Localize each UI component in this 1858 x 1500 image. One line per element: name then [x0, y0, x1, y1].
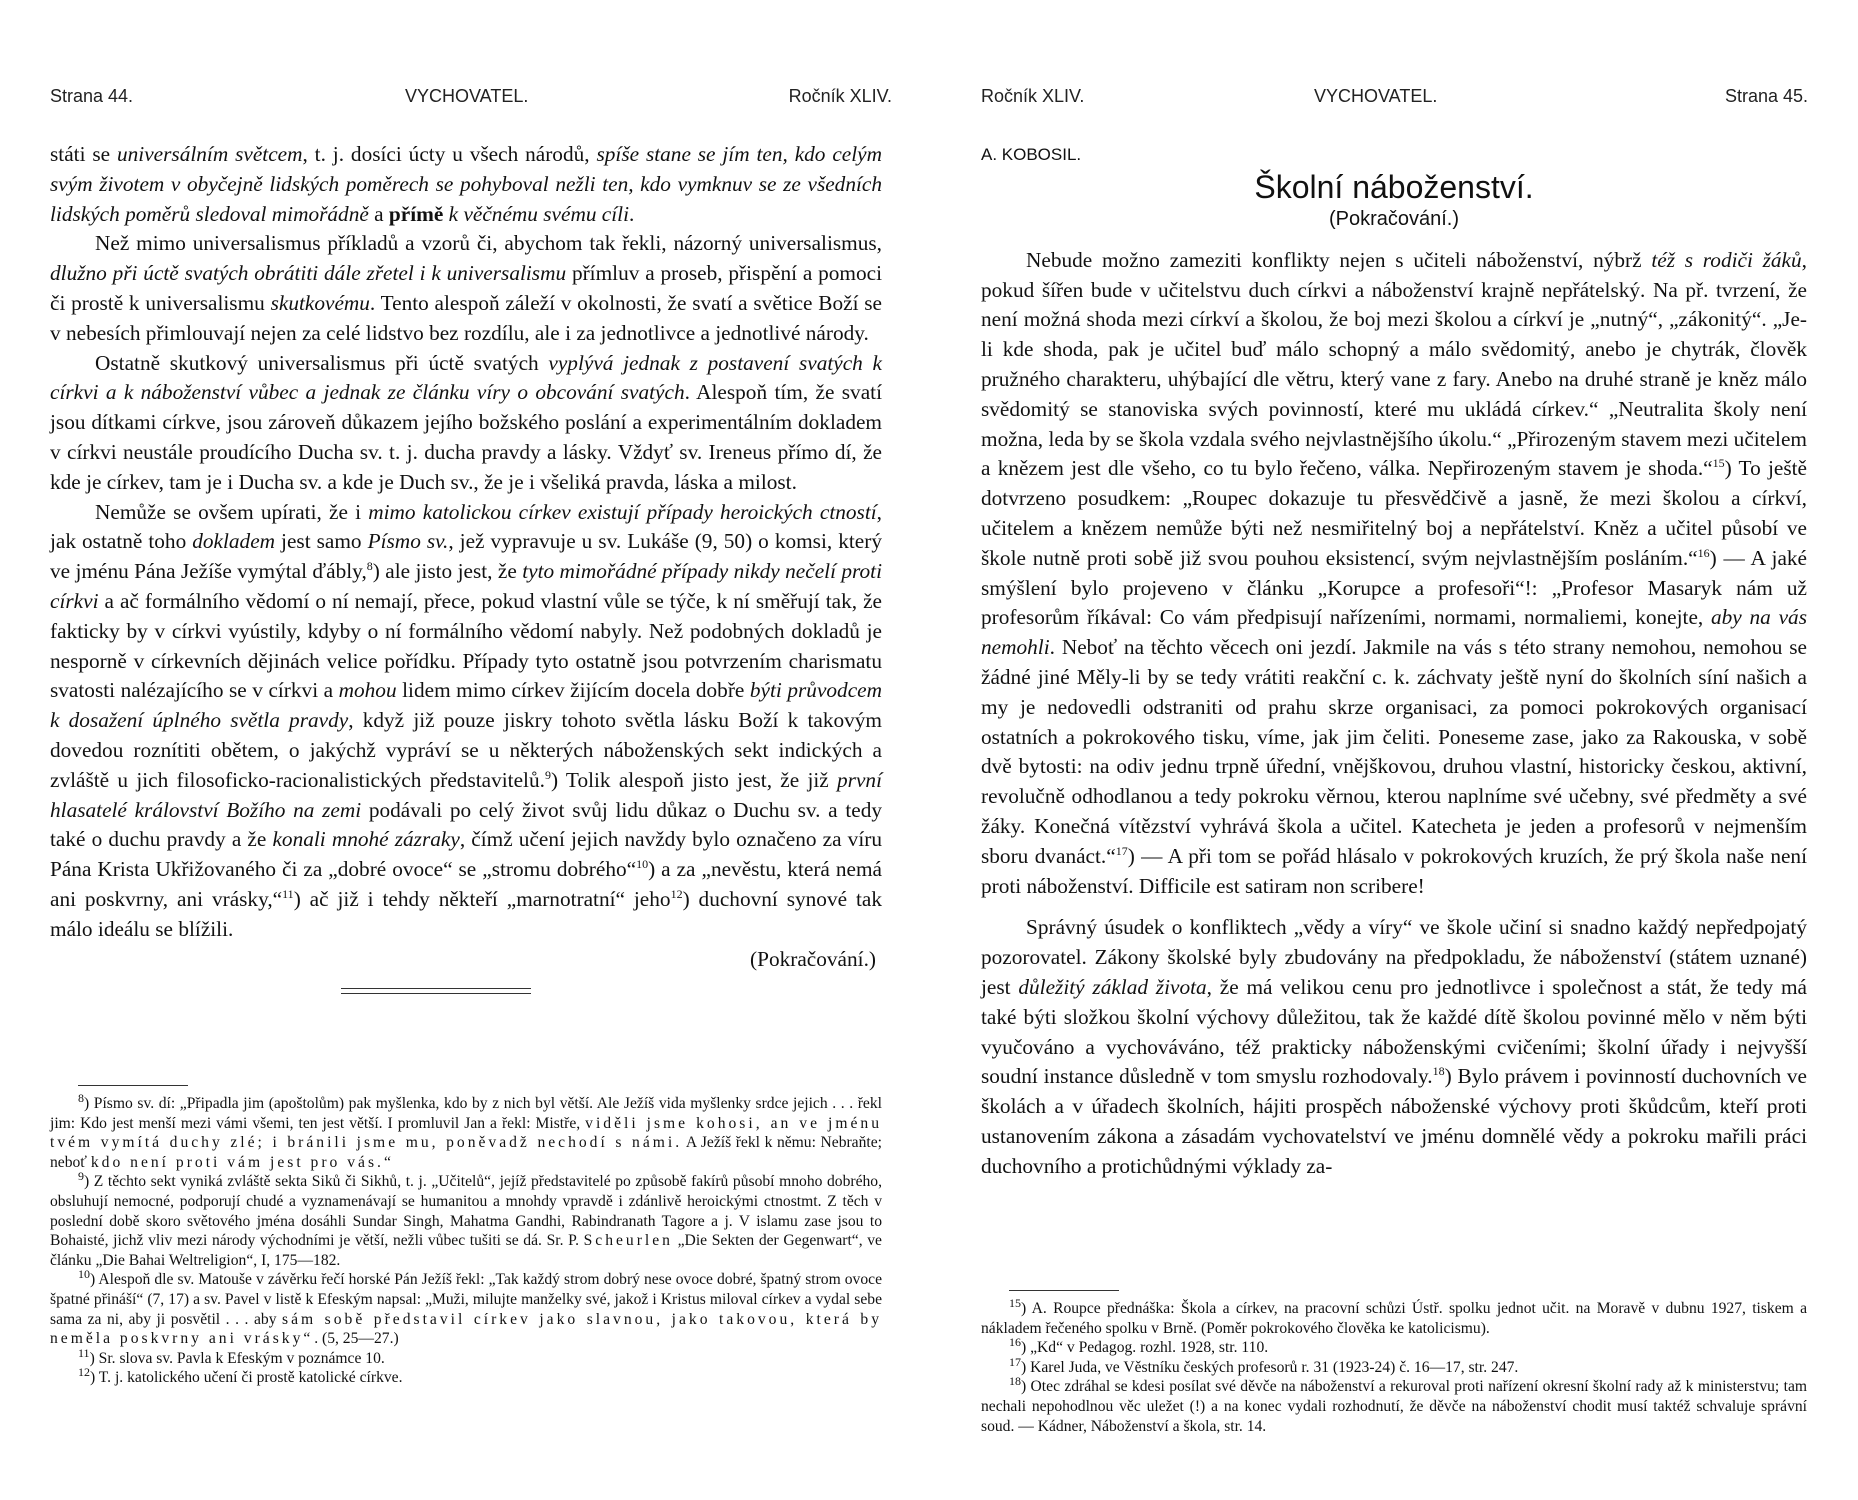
text-run: ) A. Roupce přednáška: Škola a církev, na pracovní schůzi Ústř. spolku jednot učit. na Moravě v dubnu 1927, tiskem a nákladem řečeného spolku v Brně. (Poměr pokrokového člověka ke katolicismu).	[981, 1300, 1807, 1337]
text-run: ) Tolik alespoň jisto jest, že již	[550, 767, 838, 792]
footnote-16	[981, 1335, 1807, 1358]
footnote-8	[50, 1090, 882, 1172]
running-header-left-page	[0, 86, 929, 112]
text-run-spaced: viděli jsme kohosi, an ve jménu tvém vymítá duchy zlé; i bránili jsme mu, poněvadž nechodí s námi.	[50, 1114, 882, 1152]
text-run: . Alespoň tím, že svatí jsou dítkami církve, jsou zároveň důkazem jejího božského poslání a experimentálním dokladem v církvi neustále proudícího Ducha sv. t. j. ducha pravdy a lásky. Vždyť sv. Ireneus přímo dí, že kde je církev, tam je i Ducha sv. a kde je Duch sv., že je i všeliká pravda, láska a milost.	[50, 380, 882, 494]
text-run-italic: mohou	[338, 678, 397, 703]
footnote-rule	[1009, 1290, 1119, 1291]
text-run: “ . (5, 25—27.)	[303, 1330, 399, 1348]
text-run: Než mimo universalismus příkladů a vzorů či, abychom tak řekli, názorný universalismus,	[95, 231, 882, 256]
text-run: ) Alespoň dle sv. Matouše v závěrku řečí horské Pán Ježíš řekl: „Tak každý strom dobrý nese ovoce dobré, špatný strom ovoce špatné přináší“ (7, 17) a sv. Pavel v listě k Efeským napsal: „Muži, milujte manželky své, jakož i Kristus miloval církev a vydal sebe sama za ni, aby ji posvětil . . . aby	[50, 1271, 882, 1328]
text-run: .	[629, 201, 635, 226]
footnote-11	[50, 1345, 882, 1369]
footnote-mark: 18	[1009, 1374, 1021, 1389]
text-run: ) Karel Juda, ve Věstníku českých profesorů r. 31 (1923-24) č. 16—17, str. 247.	[1021, 1358, 1519, 1376]
right-page-body	[981, 140, 1807, 1182]
footnote-mark: 17	[1009, 1354, 1021, 1369]
article-title: Školní náboženství.	[1254, 168, 1534, 205]
text-run-italic: též s rodiči žáků	[1651, 247, 1802, 272]
page-number-44: Strana 44.	[50, 86, 134, 106]
text-run: a	[368, 201, 389, 226]
text-run-italic: vyplývá jednak z postavení svatých k církvi a k náboženství vůbec a jednak ze článku víry o obcování svatých	[50, 350, 882, 405]
article-subtitle: (Pokračování.)	[1328, 207, 1460, 230]
section-divider	[341, 988, 531, 994]
text-run-italic: spíše stane se jím ten, kdo celým svým životem v obyčejně lidských poměrech se pohyboval nežli ten, kdo vymknuv se ze všedních lidských poměrů sledoval mimořádně	[50, 142, 882, 226]
text-run: , pokud šířen bude v učitelstvu duch církvi a náboženství krajně nepřátelský. Na př. tvrzení, že není možná shoda mezi církví a školou, že boj mezi školou a církví je „nutný“, „zákonitý“. „Je-li kde shoda, pak je učitel buď málo schopný a málo svědomitý, anebo je chytrák, člověk pružného charakteru, uhýbající dle větru, který vane z fary. Anebo na druhé straně je kněz málo svědomitý se stanoviska svých povinností, které mu ukládá církev.“ „Neutralita školy není možna, leda by se škola vzdala svého nejvlastnějšího úkolu.“ „Přirozeným stavem mezi učitelem a knězem jest dle všeho, co tu bylo řečeno, válka. Nepřirozeným stavem je shoda.“	[981, 247, 1807, 481]
right-paragraph-2	[981, 913, 1807, 1181]
right-paragraph-1	[981, 246, 1807, 902]
footnote-rule	[78, 1085, 188, 1086]
footnote-mark: 10	[78, 1267, 90, 1282]
text-run-italic: býti průvodcem k dosažení úplného světla pravdy	[50, 678, 882, 733]
right-footnotes	[981, 1290, 1807, 1436]
journal-title: VYCHOVATEL.	[405, 86, 529, 106]
footnote-ref-10[interactable]: 10	[636, 857, 649, 872]
footnote-18	[981, 1374, 1807, 1436]
text-run-italic: aby na vás nemohli	[981, 605, 1807, 660]
page-number-45: Strana 45.	[1724, 86, 1808, 106]
continued-note: (Pokračování.)	[750, 946, 876, 971]
text-run: ) Otec zdráhal se kdesi posílat své děvče na náboženství a rekuroval proti nařízení okresní školní rady až k ministerstvu; tam nechali nepohodlnou věc uležet (!) a na konec vydali rozhodnutí, že děvče na náboženství chodit musí taktéž schvaluje správní soud. — Kádner, Náboženství a škola, str. 14.	[981, 1378, 1807, 1435]
text-run: A Ježíš řekl k němu: Nebraňte; neboť	[50, 1134, 882, 1171]
text-run: , t. j. dosíci úcty u všech národů,	[302, 142, 597, 166]
text-run-italic: konali mnohé zázraky	[272, 827, 460, 852]
volume-label: Ročník XLIV.	[981, 86, 1085, 106]
text-run: ) duchovní synové tak málo ideálu se blížili.	[50, 886, 882, 941]
footnote-ref-9[interactable]: 9	[544, 767, 551, 782]
footnote-ref-18[interactable]: 18	[1432, 1064, 1445, 1079]
text-run-italic: důležitý základ života	[1018, 974, 1207, 999]
text-run: , jež vypravuje u sv. Lukáše (9, 50) o komsi, který ve jménu Pána Ježíše vymýtal ďábly,	[50, 529, 882, 584]
text-run-italic: Písmo sv.	[367, 529, 449, 554]
text-run: ) ač již i tehdy někteří „marnotratní“ jeho	[293, 886, 671, 911]
text-run: ) ale jisto jest, že	[372, 559, 523, 584]
text-run-italic: dokladem	[192, 529, 276, 554]
text-run-italic: k věčnému svému cíli	[448, 201, 630, 226]
footnote-ref-15[interactable]: 15	[1712, 456, 1725, 471]
text-run: Ostatně skutkový universalismus při úctě svatých	[95, 350, 549, 375]
text-run-italic: dlužno při úctě svatých obrátiti dále zřetel i k universalismu	[50, 261, 567, 286]
text-run: „Die Sekten der Gegenwart“, ve článku „Die Bahai Weltreligion“, I, 175—182.	[50, 1232, 882, 1269]
text-run: státi se	[50, 142, 117, 166]
footnote-mark: 12	[78, 1365, 90, 1380]
text-run: ) — A při tom se pořád hlásalo v pokrokových kruzích, že prý škola naše není proti náboženství. Difficile est satiram non scribere!	[981, 843, 1807, 898]
footnote-ref-11[interactable]: 11	[282, 886, 294, 901]
text-run: , že má velikou cenu pro jednotlivce i společnost a stát, že tedy má také býti složkou školní výchovy důležitou, tak že každé dítě školou povinné mělo v něm býti vyučováno a vychováváno, též prakticky náboženskými cvičeními; školní úřady i nejvyšší soudní instance důsledně v tom smyslu rozhodovaly.	[981, 974, 1807, 1089]
footnote-15	[981, 1295, 1807, 1338]
footnote-ref-8[interactable]: 8	[366, 559, 373, 574]
text-run: přímluv a proseb, přispění a pomoci či prostě k universalismu	[50, 261, 882, 315]
text-run: ) Sr. slova sv. Pavla k Efeským v poznámce 10.	[89, 1349, 385, 1367]
footnote-ref-16[interactable]: 16	[1697, 545, 1710, 560]
left-paragraph-3	[50, 349, 882, 498]
footnote-mark: 15	[1009, 1295, 1021, 1310]
text-run: Nebude možno zameziti konflikty nejen s učiteli náboženství, nýbrž	[1026, 247, 1652, 272]
text-run: ) „Kd“ v Pedagog. rozhl. 1928, str. 110.	[1021, 1339, 1269, 1357]
left-paragraph-4	[50, 498, 882, 945]
text-run: ) Bylo právem i povinností duchovních ve školách a v úřadech školních, hájiti prospěch náboženské výchovy proti škůdcům, kteří proti ustanovením zákona a zásadám vychovatelství ve jménu domnělé vědy a pokroku mařili práci duchovního a protichůdnými výklady za-	[981, 1064, 1807, 1178]
text-run: ) Z těchto sekt vyniká zvláště sekta Siků či Sikhů, t. j. „Učitelů“, jejíž představitelé po způsobě fakírů působí mnoho dobrého, obsluhují nemocné, podporují chudé a vyznamenávají se humanitou a mnohdy vpravdě i zdánlivě heroickými ctnostmt. Z těch v poslední době skoro světového jména dosáhli Sundar Singh, Mahatma Gandhi, Rabindranath Tagore a j. V islamu zase jsou to Bohaisté, jichž vliv mezi národy východními je větší, nežli vůbec tušiti se dá. Sr. P.	[50, 1173, 882, 1250]
footnote-9	[50, 1169, 882, 1270]
left-paragraph-1	[50, 140, 882, 229]
text-run: Nemůže se ovšem upírati, že i	[95, 499, 369, 524]
text-run-italic: universálním světcem	[117, 142, 303, 166]
volume-label: Ročník XLIV.	[788, 86, 892, 106]
footnote-ref-17[interactable]: 17	[1115, 843, 1128, 858]
footnote-17	[981, 1354, 1807, 1378]
footnote-ref-12[interactable]: 12	[670, 886, 683, 901]
text-run: lidem mimo církev žijícím docela dobře	[396, 678, 750, 703]
text-run: ) To ještě dotvrzeno posudkem: „Roupec dokazuje tu přesvědčivě a jasně, že mezi školou a církví, učitelem a knězem nemůže býti než nesmiřitelný boj a nepřátelství. Kněz a učitel působí ve škole nutně proti sobě již svou pouhou eksistencí, svým nejvlastnějším posláním.“	[981, 456, 1807, 570]
text-run-spaced: sám sobě představil církev jako slavnou, jako takovou, která by neměla poskvrny ani vrásky	[50, 1310, 882, 1348]
text-run: , když již pouze jiskry tohoto světla lásku Boží k takovým dovedou roznítiti obětem, o jakýchž vypráví se u některých náboženských sekt indických a zvláště u jich filosoficko-racionalistických představitelů.	[50, 708, 882, 792]
text-run: podávali po celý život svůj lidu důkaz o Duchu sv. a tedy také o duchu pravdy a že	[50, 797, 882, 852]
text-run: ) T. j. katolického učení či prostě katolické církve.	[90, 1369, 403, 1387]
text-run: . Neboť na těchto věcech oni jezdí. Jakmile na vás s této strany nemohou, nemohou se žádné jiné Měly-li by se tedy vrátiti reakční c. k. záchvaty ještě nyní do školních síní našich a my je nedovedli odstraniti od prahu skrze organisaci, za pomoci pokrokových organisací ostatních a pokrokového tisku, víme, jak jim čeliti. Poneseme zase, jako za Rakouska, v sobě dvě bytosti: na odiv jednu trpně úřední, vnějškovou, druhou vlastní, historicky českou, aktivní, revolučně odhodlanou a tedy pokroku věrnou, kterou naplníme své učebny, své předměty a své žáky. Konečná vítězství vyhrává škola a učitel. Katecheta je jeden a profesorů v nejmenším sboru dvanáct.“	[981, 635, 1807, 868]
text-run: jest samo	[275, 529, 368, 554]
text-run-italic: první hlasatelé království Božího na zemi	[50, 767, 882, 822]
text-run: ) — A jaké smýšlení bylo projeveno v článku „Korupce a profesoři“!: „Profesor Masaryk nám už profesorům říkával: Co vám předpisují nařízeními, normami, normaliemi, konejte,	[981, 545, 1807, 630]
text-run: , čímž učení jejich navždy bylo označeno za víru Pána Krista Ukřižovaného či za „dobré ovoce“ se „stromu dobrého“	[50, 827, 882, 882]
text-run-italic: mimo katolickou církev existují případy heroických ctností	[368, 499, 877, 524]
running-header-right-page	[929, 86, 1858, 112]
text-run: “	[383, 1153, 391, 1171]
article-author: A. KOBOSIL.	[981, 145, 1082, 164]
text-run: ) Písmo sv. dí: „Připadla jim (apoštolům) pak myšlenka, kdo by z nich byl větší. Ale Ježíš vida myšlenky srdce jejich . . . řekl jim: Kdo jest menší mezi vámi všemi, ten jest větší. I promluvil Jan a řekl: Mistře,	[50, 1095, 882, 1132]
footnote-mark: 8	[78, 1090, 84, 1105]
text-run: Správný úsudek o konfliktech „vědy a víry“ ve škole učiní si snadno každý nepředpojatý pozorovatel. Zákony školské byly zbudovány na předpokladu, že náboženství (státem uznané) jest	[981, 915, 1807, 999]
text-run: , jak ostatně toho	[50, 499, 882, 554]
left-page-body	[50, 140, 882, 994]
text-run-spaced: Scheurlen	[583, 1232, 673, 1250]
left-paragraph-2	[50, 229, 882, 348]
footnote-mark: 16	[1009, 1335, 1021, 1349]
right-page	[929, 0, 1858, 1500]
text-run-italic: tyto mimořádné případy nikdy nečelí proti církvi	[50, 559, 883, 613]
text-run: . Tento alespoň záleží v okolnosti, že svatí a světice Boží se v nebesích přimlouvají nejen za celé lidstvo bez rozdílu, ale i za jednotlivce a jednotlivé národy.	[50, 290, 882, 345]
footnote-mark: 11	[78, 1345, 90, 1360]
text-run: a ač formálního vědomí o ní nemají, přece, pokud vlastní vůle se týče, k ní směřují tak, že fakticky by v církvi vyústily, kdyby o ní formálního vědomí nabyly. Než podobných dokladů je nesporně v církevních dějinách velice pořídku. Případy tyto ostatně jsou potvrzením charismatu svatosti nalézajícího se v církvi a	[50, 588, 882, 703]
footnote-mark: 9	[78, 1169, 84, 1184]
left-footnotes	[50, 1085, 882, 1388]
footnote-12	[50, 1365, 882, 1388]
text-run-spaced: kdo není proti vám jest pro vás.	[90, 1153, 384, 1171]
journal-title: VYCHOVATEL.	[1314, 86, 1438, 106]
text-run-italic: skutkovému	[270, 290, 370, 315]
text-run-bold: přímě	[388, 201, 444, 226]
text-run: ) a za „nevěstu, která nemá ani poskvrny, ani vrásky,“	[50, 857, 882, 911]
footnote-10	[50, 1267, 882, 1348]
